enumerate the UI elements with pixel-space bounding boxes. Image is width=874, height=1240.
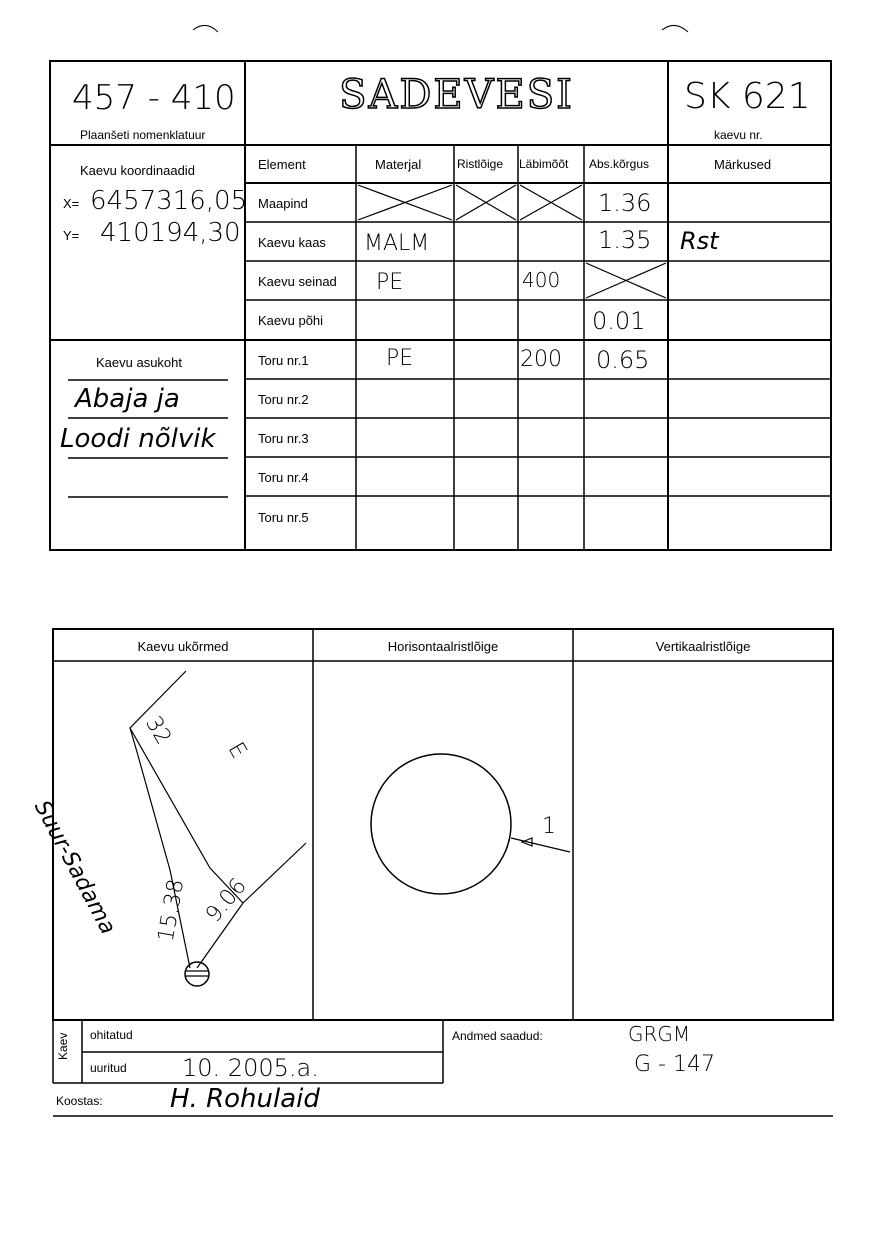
abs-value: 1.36 — [598, 189, 652, 217]
row-element: Kaevu kaas — [258, 235, 326, 250]
row-element: Kaevu põhi — [258, 313, 324, 328]
building-label: E — [222, 738, 252, 763]
material-value: PE — [386, 346, 414, 371]
diameter-value: 400 — [522, 268, 561, 292]
panel-header-vertical: Vertikaalristlõige — [655, 639, 751, 654]
author-value: H. Rohulaid — [170, 1084, 320, 1114]
street-label: Suur-Sadama — [28, 796, 121, 939]
y-value: 410194,30 — [100, 218, 241, 248]
distance-label: 15.38 — [153, 877, 190, 944]
pipe-label: 1 — [542, 814, 556, 839]
author-label: Koostas: — [56, 1094, 103, 1108]
sheet-label: Plaanšeti nomenklatuur — [80, 128, 206, 142]
side-label: Kaev — [56, 1032, 70, 1060]
material-value: MALM — [364, 231, 430, 256]
data-value-1: GRGM — [628, 1022, 691, 1046]
well-id: SK 621 — [684, 76, 811, 117]
sheet-number: 457 - 410 — [72, 78, 236, 118]
distance-label: 32 — [140, 712, 176, 749]
row-element: Toru nr.5 — [258, 510, 309, 525]
row-element: Toru nr.3 — [258, 431, 309, 446]
data-label: Andmed saadud: — [452, 1029, 543, 1043]
abs-value: 0.65 — [596, 346, 650, 374]
notes-value: Rst — [680, 227, 719, 255]
x-label: X= — [63, 196, 80, 211]
panel-header-sketch: Kaevu ukõrmed — [137, 639, 229, 654]
location-line1: Abaja ja — [75, 384, 180, 414]
coordinates-label: Kaevu koordinaadid — [80, 163, 195, 178]
date-value: 10. 2005.a. — [182, 1054, 319, 1082]
diameter-value: 200 — [520, 347, 562, 372]
row-element: Toru nr.1 — [258, 353, 309, 368]
row-element: Toru nr.4 — [258, 470, 309, 485]
col-header-element: Element — [258, 157, 306, 172]
abs-value: 0.01 — [592, 307, 646, 335]
abs-value: 1.35 — [598, 226, 652, 254]
data-value-2: G - 147 — [634, 1052, 715, 1077]
y-label: Y= — [63, 228, 80, 243]
well-id-label: kaevu nr. — [714, 128, 763, 142]
material-value: PE — [376, 270, 404, 295]
col-header-abs: Abs.kõrgus — [589, 157, 650, 171]
col-header-diameter: Läbimõõt — [519, 157, 569, 171]
x-value: 6457316,05 — [90, 186, 248, 216]
row-element: Maapind — [258, 196, 308, 211]
col-header-material: Materjal — [375, 157, 422, 172]
row-element: Kaevu seinad — [258, 274, 337, 289]
row-element: Toru nr.2 — [258, 392, 309, 407]
col-header-notes: Märkused — [714, 157, 772, 172]
col-header-cross: Ristlõige — [457, 157, 504, 171]
page-title: SADEVESI — [339, 72, 574, 118]
distance-label: 9.06 — [201, 873, 252, 928]
row1-label: ohitatud — [90, 1028, 133, 1042]
location-label: Kaevu asukoht — [96, 355, 183, 370]
location-line2: Loodi nõlvik — [60, 424, 216, 454]
row2-label: uuritud — [90, 1061, 127, 1075]
panel-header-horizontal: Horisontaalristlõige — [387, 639, 499, 654]
